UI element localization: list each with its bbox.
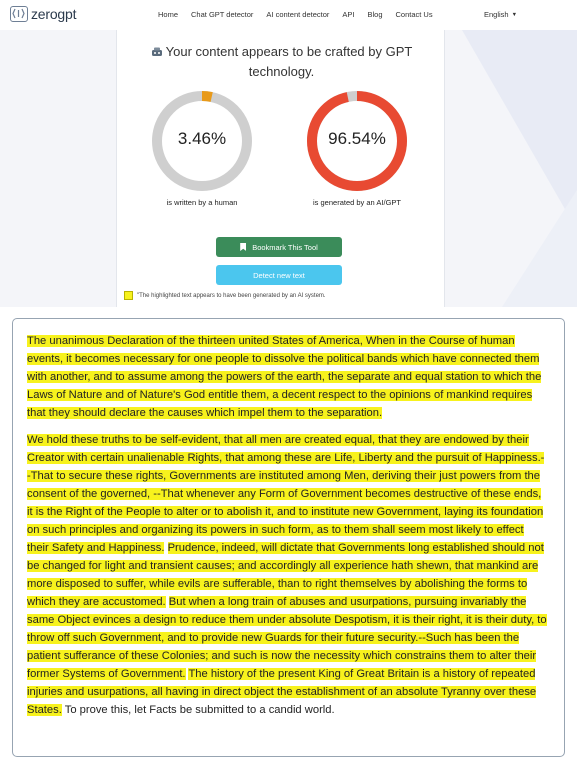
- logo[interactable]: [10, 6, 76, 22]
- nav-link-chat-gpt-detector[interactable]: Chat GPT detector: [191, 10, 254, 19]
- language-label: English: [484, 10, 509, 19]
- text-paragraph-1: [27, 332, 547, 422]
- highlighted-sentence: The unanimous Declaration of the thirteen united States of America, When in the Course of human events, it becomes necessary for one people to dissolve the political bands which have connected them with another, and to assume among the powers of the earth, the separate and equal station to which the Laws of Nature and of Nature's God entitle them, a decent respect to the opinions of mankind requires that they should declare the causes which impel them to the separation.: [27, 335, 542, 419]
- human-caption: is written by a human: [166, 198, 238, 207]
- nav-links: [158, 10, 446, 19]
- highlighted-sentence: We hold these truths to be self-evident, that all men are created equal, that they are endowed by their Creator with certain unalienable Rights, that among these are Life, Liberty and the pursuit of Happiness.--That to secure these rights, Governments are instituted among Men, deriving their just powers from the consent of the governed, --That whenever any Form of Government becomes destructive of these ends, it is the Right of the People to alter or to abolish it, and to institute new Government, laying its foundation on such principles and organizing its powers in such form, as to them shall seem most likely to effect their Safety and Happiness.: [27, 434, 545, 554]
- language-selector[interactable]: [484, 10, 517, 19]
- plain-text: To prove this, let Facts be submitted to a candid world.: [61, 704, 335, 716]
- result-headline: [117, 42, 446, 82]
- nav-link-contact-us[interactable]: Contact Us: [395, 10, 433, 19]
- bookmark-button[interactable]: [216, 237, 342, 257]
- highlighted-sentence: The history of the present King of Great Britain is a history of repeated injuries and usurpations, all having in direct object the establishment of an absolute Tyranny over these States.: [27, 668, 537, 716]
- zerogpt-logo-icon: [10, 6, 28, 22]
- text-paragraph-2: [27, 431, 547, 719]
- navbar: [0, 0, 577, 30]
- bookmark-icon: [240, 243, 246, 251]
- human-percentage: 3.46%: [177, 129, 227, 148]
- legend-text: "The highlighted text appears to have been generated by an AI system.: [137, 292, 326, 299]
- ai-caption: is generated by an AI/GPT: [313, 198, 401, 207]
- highlight-swatch: [124, 291, 133, 300]
- highlighted-sentence: Prudence, indeed, will dictate that Governments long established should not be changed for light and transient causes; and accordingly all experience hath shewn, that mankind are more disposed to suffer, while evils are sufferable, than to right themselves by abolishing the forms to which they are accustomed.: [27, 542, 544, 608]
- highlight-legend: [124, 291, 326, 300]
- chevron-down-icon: ▼: [511, 12, 518, 18]
- nav-link-home[interactable]: Home: [158, 10, 179, 19]
- bookmark-button-label: Bookmark This Tool: [252, 242, 318, 252]
- nav-link-api[interactable]: API: [342, 10, 355, 19]
- brand-name: zerogpt: [31, 6, 77, 22]
- robot-icon: [151, 46, 163, 57]
- detect-new-text-button[interactable]: [216, 265, 342, 285]
- background-decoration: [442, 30, 577, 307]
- ai-percentage: 96.54%: [328, 129, 386, 148]
- result-headline-text: Your content appears to be crafted by GPT technology.: [165, 44, 413, 79]
- result-card: [116, 30, 445, 307]
- highlighted-sentence: But when a long train of abuses and usurpations, pursuing invariably the same Object evinces a design to reduce them under absolute Despotism, it is their right, it is their duty, to throw off such Government, and to provide new Guards for their future security.--Such has been the patient sufferance of these Colonies; and such is now the necessity which constrains them to alter their former Systems of Government.: [27, 596, 547, 680]
- analyzed-text-box[interactable]: [12, 318, 565, 757]
- detect-button-label: Detect new text: [253, 270, 305, 280]
- nav-link-blog[interactable]: Blog: [367, 10, 383, 19]
- nav-link-ai-content-detector[interactable]: AI content detector: [266, 10, 330, 19]
